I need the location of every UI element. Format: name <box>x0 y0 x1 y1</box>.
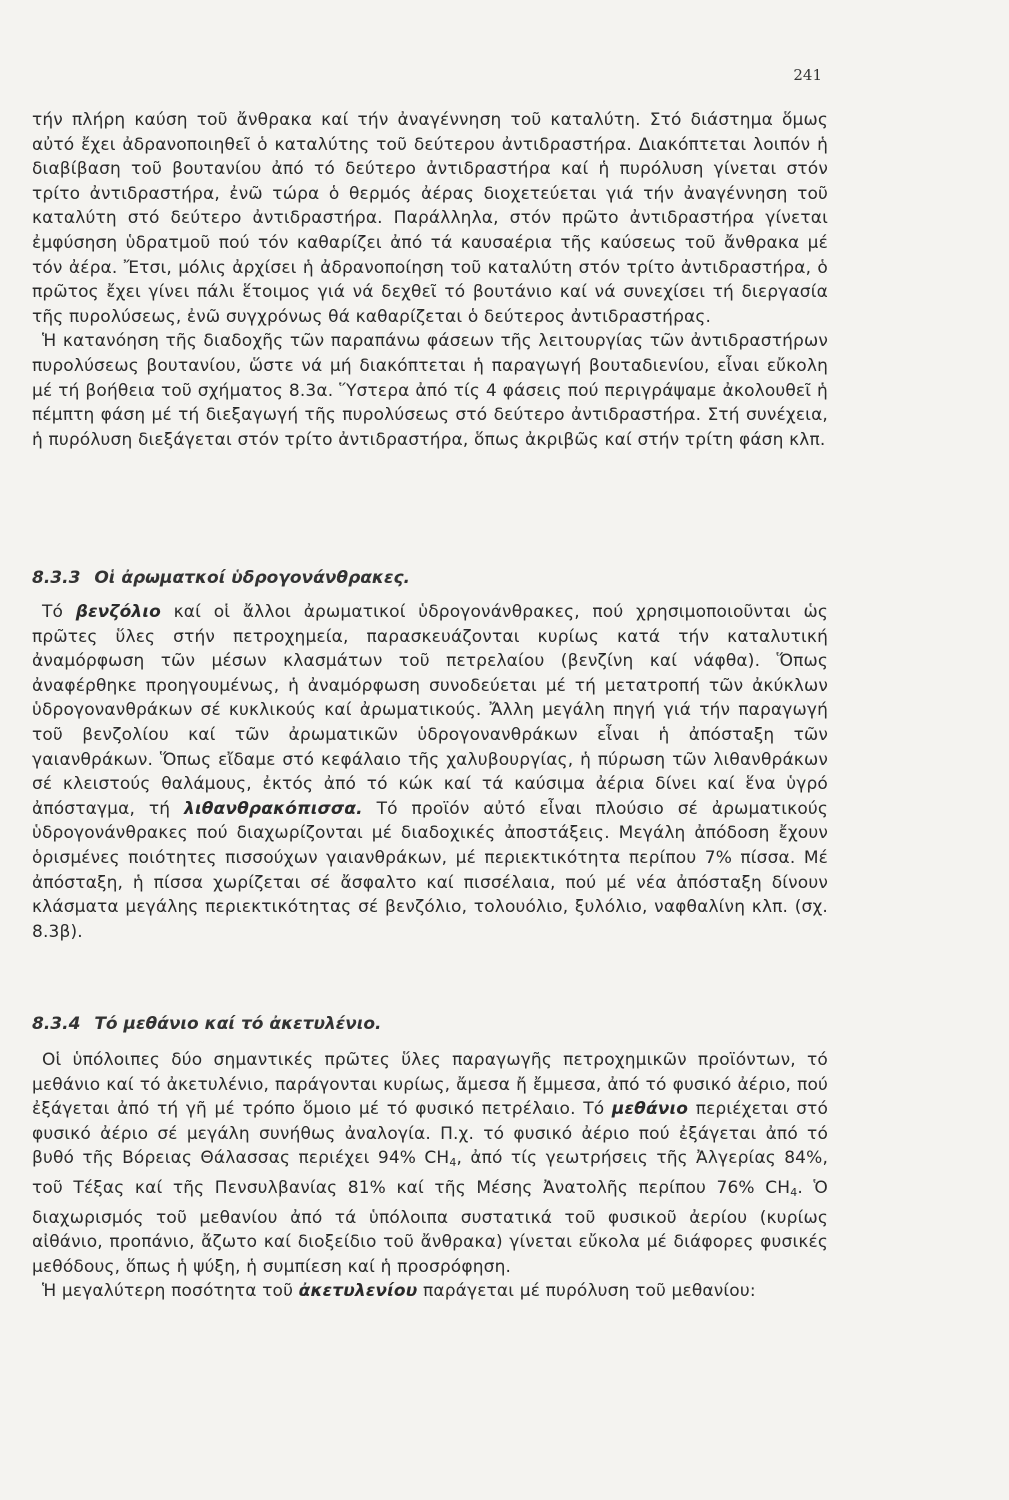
text-run: παράγεται μέ πυρόλυση τοῦ μεθανίου: <box>417 1281 756 1302</box>
term-methane: μεθάνιο <box>611 1099 689 1120</box>
section-heading-8-3-3 <box>32 568 410 588</box>
section-title: Οἱ ἀρωματκοί ὑδρογονάνθρακες. <box>94 568 410 588</box>
text-run: Οἱ ὑπόλοιπες δύο σημαντικές πρῶτες ὕλες παραγωγῆς πετροχημικῶν προϊόντων, τό μεθάνιο καί τό ἀκετυλένιο, παράγονται κυρίως, ἄμεσα ἤ ἔμμεσα, ἀπό τό φυσικό ἀέριο, πού ἐξάγεται ἀπό τή γῆ μέ τρόπο ὅμοιο μέ τό φυσικό πετρέλαιο. Τό <box>32 1050 828 1120</box>
paragraph <box>32 600 828 944</box>
section-number: 8.3.3 <box>32 568 81 588</box>
term-acetylene: ἀκετυλενίου <box>298 1281 418 1302</box>
paragraph: Ἡ κατανόηση τῆς διαδοχῆς τῶν παραπάνω φάσεων τῆς λειτουργίας τῶν ἀντιδραστήρων πυρολύσεως βουτανίου, ὥστε νά μή διακόπτεται ἡ παραγωγή βουταδιενίου, εἶναι εὔκολη μέ τή βοήθεια τοῦ σχήματος 8.3α. Ὕστερα ἀπό τίς 4 φάσεις πού περιγράψαμε ἀκολουθεῖ ἡ πέμπτη φάση μέ τή διεξαγωγή τῆς πυρολύσεως στό δεύτερο ἀντιδραστήρα. Στή συνέχεια, ἡ πυρόλυση διεξάγεται στόν τρίτο ἀντιδραστήρα, ὅπως ἀκριβῶς καί στήν τρίτη φάση κλπ. <box>32 331 828 450</box>
text-block-intro <box>32 108 828 452</box>
text-block-aromatics <box>32 600 828 944</box>
text-run: , ἀπό τίς γεωτρήσεις τῆς Ἀλγερίας 84%, τοῦ Τέξας καί τῆς Πενσυλβανίας 81% καί τῆς Μέσης Ἀνατολῆς περίπου 76% CH <box>32 1148 828 1198</box>
text-run: . Ὁ διαχωρισμός τοῦ μεθανίου ἀπό τά ὑπόλοιπα συστατικά τοῦ φυσικοῦ ἀερίου (κυρίως αἰθάνιο, προπάνιο, ἄζωτο καί διοξείδιο τοῦ ἄνθρακα) γίνεται εὔκολα μέ διάφορες φυσικές μεθόδους, ὅπως ἡ ψύξη, ἡ συμπίεση καί ἡ προσρόφηση. <box>32 1177 828 1277</box>
text-run: καί οἱ ἄλλοι ἀρωματικοί ὑδρογονάνθρακες, πού χρησιμοποιοῦνται ὡς πρῶτες ὕλες στήν πετροχημεία, παρασκευάζονται κυρίως κατά τήν καταλυτική ἀναμόρφωση τῶν μέσων κλασμάτων τοῦ πετρελαίου (βενζίνη καί νάφθα). Ὅπως ἀναφέρθηκε προηγουμένως, ἡ ἀναμόρφωση συνοδεύεται μέ τή μετατροπή τῶν ἀκύκλων ὑδρογονανθράκων σέ κυκλικούς καί ἀρωματικούς. Ἄλλη μεγάλη πηγή γιά τήν παραγωγή τοῦ βενζολίου καί τῶν ἀρωματικῶν ὑδρογονανθράκων εἶναι ἡ ἀπόσταξη τῶν γαιανθράκων. Ὅπως εἴδαμε στό κεφάλαιο τῆς χαλυβουργίας, ἡ πύρωση τῶν λιθανθράκων σέ κλειστούς θαλάμους, ἐκτός ἀπό τό κώκ καί τά καύσιμα ἀέρια δίνει καί ἕνα ὑγρό ἀπόσταγμα, τή <box>32 602 828 819</box>
term-benzene: βενζόλιο <box>75 602 161 622</box>
text-run: Τό προϊόν αὐτό εἶναι πλούσιο σέ ἀρωματικούς ὑδρογονάνθρακες πού διαχωρίζονται μέ διαδοχικές ἀποστάξεις. Μεγάλη ἀπόδοση ἔχουν ὁρισμένες ποιότητες πισσούχων γαιανθράκων, μέ περιεκτικότητα περίπου 7% πίσσα. Μέ ἀπόσταξη, ἡ πίσσα χωρίζεται σέ ἄσφαλτο καί πισσέλαια, πού μέ νέα ἀπόσταξη δίνουν κλάσματα μεγάλης περιεκτικότητας σέ βενζόλιο, τολουόλιο, ξυλόλιο, ναφθαλίνη κλπ. (σχ. 8.3β). <box>32 798 828 942</box>
text-run: Ἡ μεγαλύτερη ποσότητα τοῦ <box>42 1281 299 1302</box>
subscript: 4 <box>790 1185 798 1199</box>
text-run: περιέχεται στό φυσικό ἀέριο σέ μεγάλη συνήθως ἀναλογία. Π.χ. τό φυσικό ἀέριο πού ἐξάγεται ἀπό τό βυθό τῆς Βόρειας Θάλασσας περιέχει 94% CH <box>32 1099 828 1169</box>
paragraph <box>32 1048 828 1279</box>
text-block-methane <box>32 1048 828 1304</box>
paragraph: τήν πλήρη καύση τοῦ ἄνθρακα καί τήν ἀναγέννηση τοῦ καταλύτη. Στό διάστημα ὅμως αὐτό ἔχει ἀδρανοποιηθεῖ ὁ καταλύτης τοῦ δεύτερου ἀντιδραστήρα. Διακόπτεται λοιπόν ἡ διαβίβαση τοῦ βουτανίου ἀπό τό δεύτερο ἀντιδραστήρα καί ἡ πυρόλυση γίνεται στόν τρίτο ἀντιδραστήρα, ἐνῶ τώρα ὁ θερμός ἀέρας διοχετεύεται γιά τήν ἀναγέννηση τοῦ καταλύτη στό δεύτερο ἀντιδραστήρα. Παράλληλα, στόν πρῶτο ἀντιδραστήρα γίνεται ἐμφύσηση ὑδρατμοῦ πού τόν καθαρίζει ἀπό τά καυσαέρια τῆς καύσεως τοῦ ἄνθρακα μέ τόν ἀέρα. Ἔτσι, μόλις ἀρχίσει ἡ ἀδρανοποίηση τοῦ καταλύτη στόν τρίτο ἀντιδραστήρα, ὁ πρῶτος ἔχει γίνει πάλι ἕτοιμος γιά νά δεχθεῖ τό βουτάνιο καί νά συνεχίσει τή διεργασία τῆς πυρολύσεως, ἐνῶ συγχρόνως θά καθαρίζεται ὁ δεύτερος ἀντιδραστήρας. <box>32 110 828 327</box>
section-title: Τό μεθάνιο καί τό ἀκετυλένιο. <box>94 1014 382 1034</box>
section-heading-8-3-4 <box>32 1014 382 1034</box>
term-coal-tar: λιθανθρακόπισσα. <box>184 798 363 819</box>
page-number: 241 <box>793 66 822 84</box>
paragraph <box>32 1279 828 1304</box>
subscript: 4 <box>449 1156 457 1170</box>
section-number: 8.3.4 <box>32 1014 81 1034</box>
text-run: Τό <box>42 602 76 622</box>
